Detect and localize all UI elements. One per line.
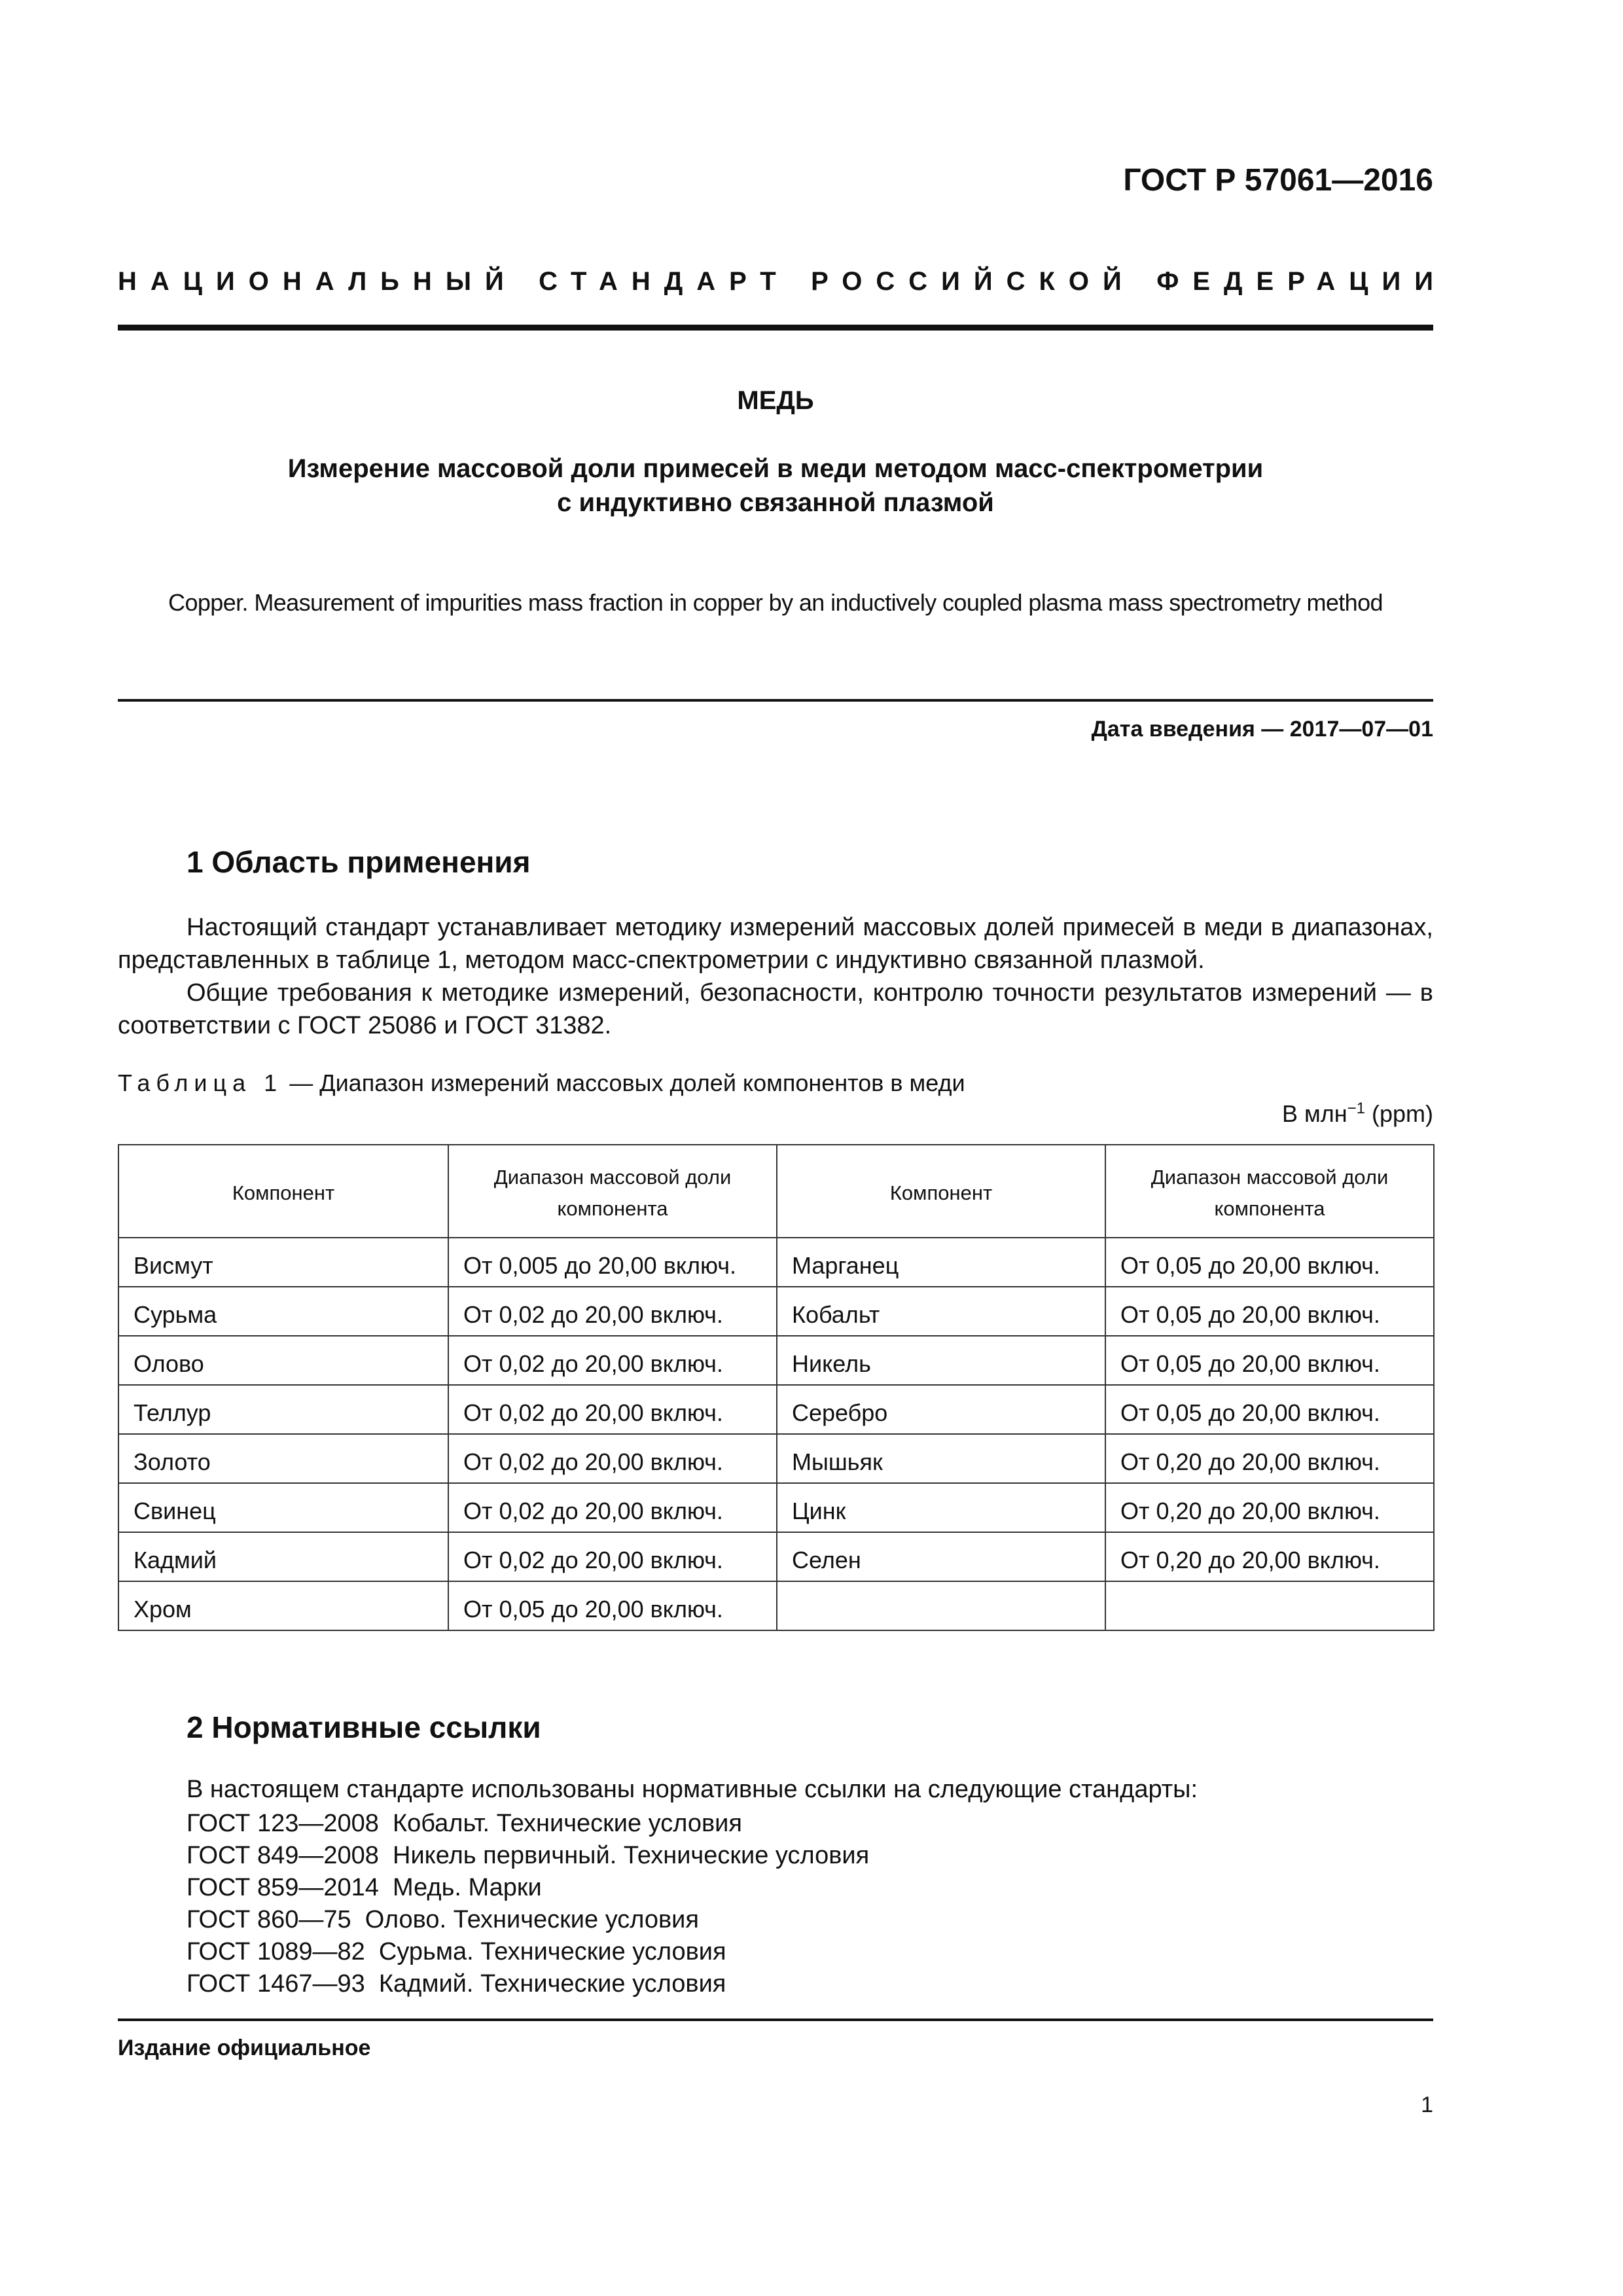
units-prefix: В млн (1281, 1100, 1347, 1127)
table-row (118, 1532, 1434, 1581)
units-superscript: −1 (1347, 1100, 1365, 1117)
table-cell: От 0,005 до 20,00 включ. (448, 1238, 777, 1287)
table-cell: От 0,05 до 20,00 включ. (1105, 1336, 1434, 1385)
table-cell (1105, 1581, 1434, 1630)
table-cell: От 0,02 до 20,00 включ. (448, 1434, 777, 1483)
table-cell: Серебро (777, 1385, 1105, 1434)
reference-item (187, 1904, 869, 1936)
table-cell: От 0,02 до 20,00 включ. (448, 1336, 777, 1385)
table-cell: Золото (118, 1434, 448, 1483)
reference-title: Кобальт. Технические условия (393, 1810, 742, 1837)
reference-code: ГОСТ 1089—82 (187, 1938, 365, 1965)
table-header-row (118, 1145, 1434, 1238)
table-caption (118, 1069, 965, 1097)
reference-item (187, 1840, 869, 1872)
table-cell: Кадмий (118, 1532, 448, 1581)
title-divider (118, 699, 1433, 702)
table-units (1282, 1100, 1433, 1128)
table-cell: От 0,02 до 20,00 включ. (448, 1287, 777, 1336)
references-intro: В настоящем стандарте использованы нормативные ссылки на следующие стандарты: (187, 1776, 1198, 1803)
reference-code: ГОСТ 849—2008 (187, 1842, 379, 1869)
table-cell: От 0,20 до 20,00 включ. (1105, 1483, 1434, 1532)
reference-item (187, 1872, 869, 1904)
banner-word: ФЕДЕРАЦИИ (1156, 267, 1447, 296)
table-body (118, 1238, 1434, 1630)
section-heading-scope: 1 Область применения (187, 845, 531, 879)
components-range-table (118, 1144, 1435, 1631)
column-header: Компонент (777, 1145, 1105, 1238)
units-suffix: (ppm) (1364, 1100, 1433, 1127)
table-cell: Висмут (118, 1238, 448, 1287)
table-cell: От 0,20 до 20,00 включ. (1105, 1532, 1434, 1581)
table-cell: От 0,05 до 20,00 включ. (1105, 1287, 1434, 1336)
table-cell: Олово (118, 1336, 448, 1385)
subtitle-line: с индуктивно связанной плазмой (557, 488, 994, 517)
reference-title: Никель первичный. Технические условия (393, 1842, 870, 1869)
table-row (118, 1434, 1434, 1483)
footer-divider (118, 2018, 1433, 2021)
subtitle-line: Измерение массовой доли примесей в меди методом масс-спектрометрии (287, 454, 1264, 483)
document-title: МЕДЬ (737, 386, 814, 415)
table-cell: Марганец (777, 1238, 1105, 1287)
banner-word: РОССИЙСКОЙ (811, 267, 1135, 296)
national-standard-banner (118, 267, 1447, 296)
table-cell: Никель (777, 1336, 1105, 1385)
column-header: Диапазон массовой доли компонента (1105, 1145, 1434, 1238)
table-cell: Цинк (777, 1483, 1105, 1532)
effective-date: Дата введения — 2017—07—01 (1091, 717, 1433, 742)
table-row (118, 1287, 1434, 1336)
table-cell: От 0,02 до 20,00 включ. (448, 1385, 777, 1434)
reference-code: ГОСТ 1467—93 (187, 1970, 365, 1998)
table-cell: Сурьма (118, 1287, 448, 1336)
reference-title: Олово. Технические условия (365, 1906, 699, 1933)
table-cell: Селен (777, 1532, 1105, 1581)
table-cell: Свинец (118, 1483, 448, 1532)
table-caption-label: Таблица 1 (118, 1069, 283, 1096)
table-cell: От 0,05 до 20,00 включ. (1105, 1238, 1434, 1287)
table-cell: От 0,20 до 20,00 включ. (1105, 1434, 1434, 1483)
section-scope-body (118, 911, 1433, 1042)
banner-word: НАЦИОНАЛЬНЫЙ (118, 267, 518, 296)
section-heading-normative-references: 2 Нормативные ссылки (187, 1710, 541, 1744)
document-number: ГОСТ Р 57061—2016 (1123, 163, 1433, 198)
table-cell: Хром (118, 1581, 448, 1630)
reference-code: ГОСТ 859—2014 (187, 1874, 379, 1901)
reference-item (187, 1808, 869, 1840)
table-cell: Теллур (118, 1385, 448, 1434)
reference-item (187, 1936, 869, 1968)
reference-item (187, 1968, 869, 2000)
table-cell: От 0,05 до 20,00 включ. (448, 1581, 777, 1630)
table-row (118, 1336, 1434, 1385)
page-number: 1 (1421, 2092, 1433, 2117)
table-row (118, 1385, 1434, 1434)
table-caption-text: — Диапазон измерений массовых долей компонентов в меди (283, 1069, 965, 1096)
table-cell (777, 1581, 1105, 1630)
paragraph: Общие требования к методике измерений, безопасности, контролю точности результатов измерений — в соответствии с ГОСТ 25086 и ГОСТ 31382. (118, 979, 1433, 1039)
document-subtitle (118, 452, 1433, 520)
table-cell: Мышьяк (777, 1434, 1105, 1483)
table-row (118, 1581, 1434, 1630)
reference-code: ГОСТ 860—75 (187, 1906, 351, 1933)
column-header: Компонент (118, 1145, 448, 1238)
table-cell: От 0,02 до 20,00 включ. (448, 1532, 777, 1581)
table-cell: Кобальт (777, 1287, 1105, 1336)
reference-title: Сурьма. Технические условия (378, 1938, 726, 1965)
table-row (118, 1483, 1434, 1532)
references-list (187, 1808, 869, 2000)
banner-word: СТАНДАРТ (539, 267, 790, 296)
header-divider (118, 325, 1433, 331)
official-edition-label: Издание официальное (118, 2036, 371, 2060)
table-cell: От 0,05 до 20,00 включ. (1105, 1385, 1434, 1434)
column-header: Диапазон массовой доли компонента (448, 1145, 777, 1238)
paragraph: Настоящий стандарт устанавливает методику измерений массовых долей примесей в меди в диапазонах, представленных в таблице 1, методом масс-спектрометрии с индуктивно связанной плазмой. (118, 914, 1433, 974)
reference-title: Кадмий. Технические условия (378, 1970, 726, 1998)
reference-code: ГОСТ 123—2008 (187, 1810, 379, 1837)
table-row (118, 1238, 1434, 1287)
english-title: Copper. Measurement of impurities mass fraction in copper by an inductively coupled plasma mass spectrometry method (168, 589, 1383, 616)
table-cell: От 0,02 до 20,00 включ. (448, 1483, 777, 1532)
reference-title: Медь. Марки (393, 1874, 542, 1901)
